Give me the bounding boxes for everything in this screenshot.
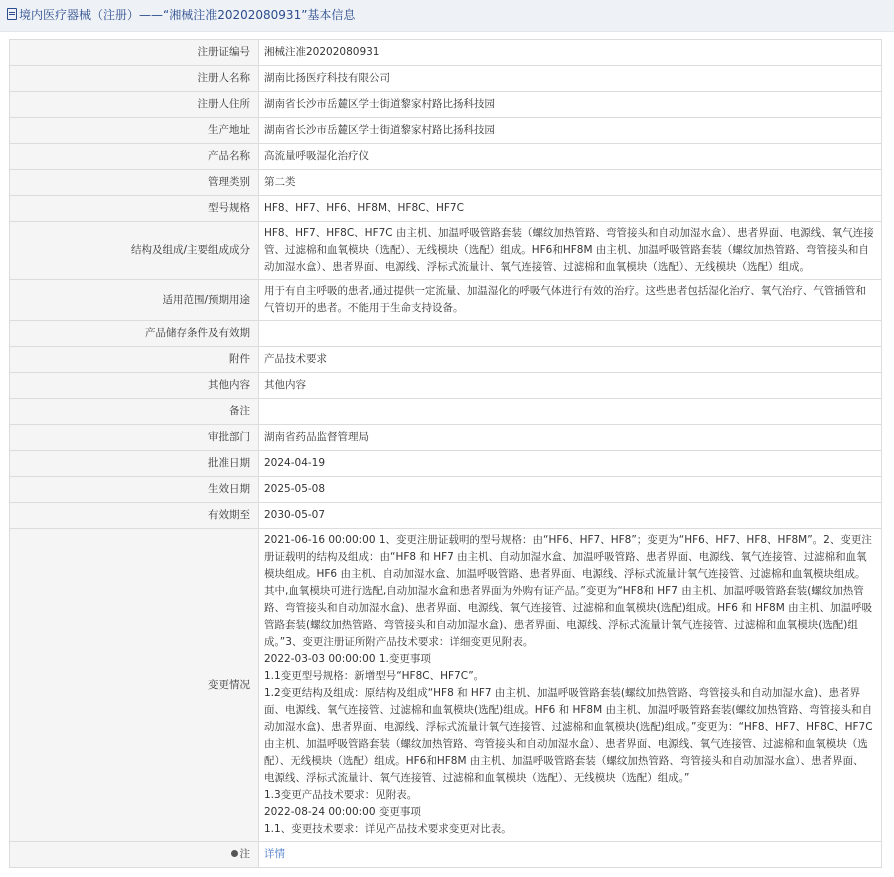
effective-date: 2025-05-08 — [259, 477, 882, 503]
change-entry: 1.3变更产品技术要求：见附表。 — [264, 789, 418, 801]
row-label: 生效日期 — [10, 477, 259, 503]
approval-date: 2024-04-19 — [259, 451, 882, 477]
remark — [259, 399, 882, 425]
details-link[interactable]: 详情 — [264, 848, 285, 860]
table-row — [10, 196, 882, 222]
table-row — [10, 503, 882, 529]
row-label: 适用范围/预期用途 — [10, 280, 259, 321]
change-entry: 2021-06-16 00:00:00 1、变更注册证载明的型号规格：由“HF6、HF7、HF8”；变更为“HF6、HF7、HF8、HF8M”。2、变更注册证载明的结构及组成：由“HF8 和 HF7 由主机、自动加湿水盒、加温呼吸管路、患者界面、电源线、氧气连接管、过滤棉和血氧模块组成。HF6 由主机、自动加湿水盒、加温呼吸管路、患者界面、电源线、浮标式流量计氧气连接管、过滤棉和血氧模块组成。其中,血氧模块可进行选配,自动加湿水盒和患者界面为外购有证产品。”变更为“HF8和 HF7 由主机、加温呼吸管路套装(螺纹加热管路、弯管接头和自动加湿水盒)、患者界面、电源线、氧气连接管、过滤棉和血氧模块(选配)组成。HF6 和 HF8M 由主机、加温呼吸管路套装(螺纹加热管路、弯管接头和自动加湿水盒)、患者界面、电源线、浮标式流量计氧气连接管、过滤棉和血氧模块(选配)组成。”3、变更注册证所附产品技术要求：详细变更见附表。 — [264, 534, 873, 648]
attachment: 产品技术要求 — [259, 347, 882, 373]
row-label: 注 — [239, 848, 250, 860]
registrant-name: 湖南比扬医疗科技有限公司 — [259, 66, 882, 92]
approval-department: 湖南省药品监督管理局 — [259, 425, 882, 451]
document-icon — [7, 8, 17, 20]
model-specs: HF8、HF7、HF6、HF8M、HF8C、HF7C — [259, 196, 882, 222]
table-row — [10, 399, 882, 425]
table-row — [10, 40, 882, 66]
table-row — [10, 66, 882, 92]
table-row — [10, 118, 882, 144]
table-row — [10, 425, 882, 451]
table-row — [10, 321, 882, 347]
table-row — [10, 477, 882, 503]
row-label: 生产地址 — [10, 118, 259, 144]
page-title-bar — [0, 0, 894, 32]
table-row — [10, 222, 882, 280]
row-label: 管理类别 — [10, 170, 259, 196]
table-row — [10, 373, 882, 399]
row-label: 产品名称 — [10, 144, 259, 170]
change-entry: 2022-03-03 00:00:00 1.变更事项 — [264, 653, 431, 665]
change-entry: 1.1变更型号规格：新增型号“HF8C、HF7C”。 — [264, 670, 485, 682]
info-table — [9, 39, 882, 868]
row-label: 注册人住所 — [10, 92, 259, 118]
table-row — [10, 451, 882, 477]
table-row — [10, 347, 882, 373]
registrant-address: 湖南省长沙市岳麓区学士街道黎家村路比扬科技园 — [259, 92, 882, 118]
product-name: 高流量呼吸湿化治疗仪 — [259, 144, 882, 170]
change-entry: 1.1、变更技术要求：详见产品技术要求变更对比表。 — [264, 823, 512, 835]
intended-use: 用于有自主呼吸的患者,通过提供一定流量、加温湿化的呼吸气体进行有效的治疗。这些患者包括湿化治疗、氧气治疗、气管插管和气管切开的患者。不能用于生命支持设备。 — [259, 280, 882, 321]
row-label: 备注 — [10, 399, 259, 425]
table-row — [10, 92, 882, 118]
production-address: 湖南省长沙市岳麓区学士街道黎家村路比扬科技园 — [259, 118, 882, 144]
storage-conditions — [259, 321, 882, 347]
note-icon — [231, 850, 238, 857]
table-row — [10, 842, 882, 868]
row-label: 变更情况 — [10, 529, 259, 842]
change-entry: 2022-08-24 00:00:00 变更事项 — [264, 806, 421, 818]
row-label: 型号规格 — [10, 196, 259, 222]
row-label: 有效期至 — [10, 503, 259, 529]
registration-number: 湘械注准20202080931 — [259, 40, 882, 66]
row-label: 审批部门 — [10, 425, 259, 451]
row-label: 注册证编号 — [10, 40, 259, 66]
table-row — [10, 529, 882, 842]
row-label: 附件 — [10, 347, 259, 373]
expiry-date: 2030-05-07 — [259, 503, 882, 529]
row-label: 产品储存条件及有效期 — [10, 321, 259, 347]
page-title: 境内医疗器械（注册）——“湘械注准20202080931”基本信息 — [19, 8, 356, 22]
row-label: 批准日期 — [10, 451, 259, 477]
change-entry: 1.2变更结构及组成：原结构及组成“HF8 和 HF7 由主机、加温呼吸管路套装(螺纹加热管路、弯管接头和自动加湿水盒)、患者界面、电源线、氧气连接管、过滤棉和血氧模块(选配)组成。HF6 和 HF8M 由主机、加温呼吸管路套装(螺纹加热管路、弯管接头和自动加湿水盒)、患者界面、电源线、浮标式流量计氧气连接管、过滤棉和血氧模块(选配)组成。”变更为：“HF8、HF7、HF8C、HF7C 由主机、加温呼吸管路套装（螺纹加热管路、弯管接头和自动加湿水盒）、患者界面、电源线、氧气连接管、过滤棉和血氧模块（选配）、无线模块（选配）组成。HF6和HF8M 由主机、加温呼吸管路套装（螺纹加热管路、弯管接头和自动加湿水盒）、患者界面、电源线、浮标式流量计、氧气连接管、过滤棉和血氧模块（选配）、无线模块（选配）组成。” — [264, 687, 873, 784]
row-label: 结构及组成/主要组成成分 — [10, 222, 259, 280]
table-row — [10, 144, 882, 170]
change-history — [259, 529, 882, 842]
table-row — [10, 170, 882, 196]
note-cell — [259, 842, 882, 868]
management-class: 第二类 — [259, 170, 882, 196]
structure-composition: HF8、HF7、HF8C、HF7C 由主机、加温呼吸管路套装（螺纹加热管路、弯管接头和自动加湿水盒）、患者界面、电源线、氧气连接管、过滤棉和血氧模块（选配）、无线模块（选配）组成。HF6和HF8M 由主机、加温呼吸管路套装（螺纹加热管路、弯管接头和自动加湿水盒）、患者界面、电源线、浮标式流量计、氧气连接管、过滤棉和血氧模块（选配）、无线模块（选配）组成。 — [259, 222, 882, 280]
row-label: 其他内容 — [10, 373, 259, 399]
note-label-cell — [10, 842, 259, 868]
row-label: 注册人名称 — [10, 66, 259, 92]
table-row — [10, 280, 882, 321]
other-content: 其他内容 — [259, 373, 882, 399]
